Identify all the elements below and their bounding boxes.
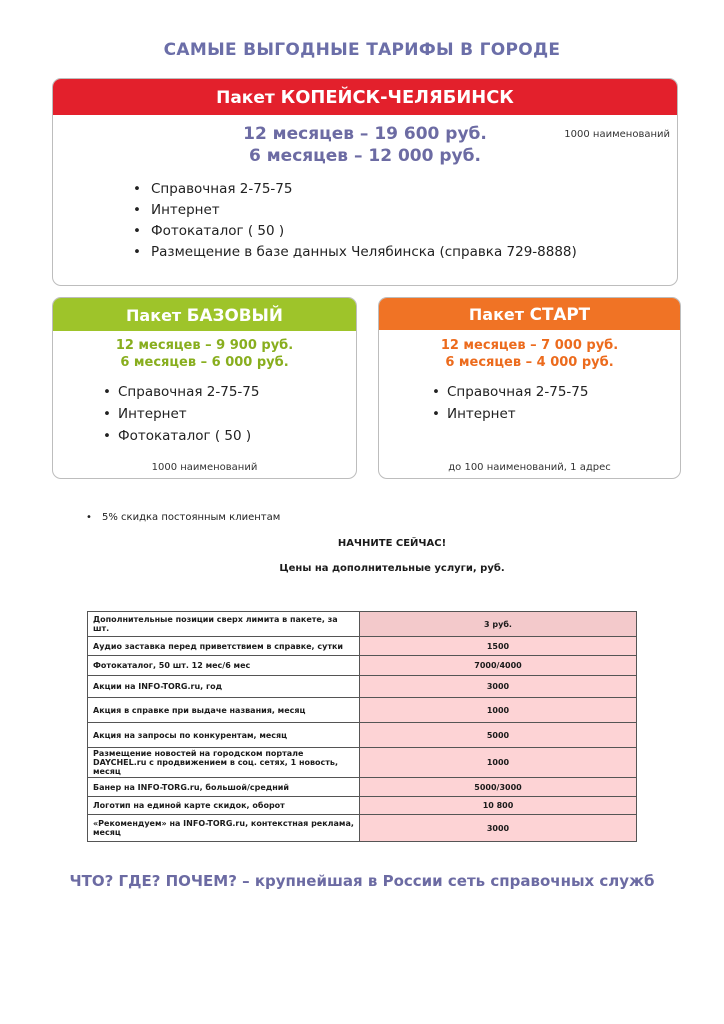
service-name: Акция в справке при выдаче названия, месяц [88, 698, 360, 723]
service-price: 1000 [360, 698, 637, 723]
table-row [88, 698, 637, 723]
feature-item: • Справочная 2-75-75 [103, 381, 260, 403]
package-name: БАЗОВЫЙ [186, 305, 283, 325]
services-price-table [87, 611, 637, 842]
service-name: Акции на INFO-TORG.ru, год [88, 676, 360, 698]
feature-item: • Фотокаталог ( 50 ) [133, 221, 577, 242]
feature-item: • Справочная 2-75-75 [133, 179, 577, 200]
footer-slogan: ЧТО? ГДЕ? ПОЧЕМ? – крупнейшая в России сеть справочных служб [69, 872, 655, 890]
package-label-prefix: Пакет [216, 88, 281, 108]
package-name: СТАРТ [529, 304, 591, 324]
table-row [88, 612, 637, 637]
package-header [53, 298, 356, 331]
package-limit: 1000 наименований [564, 129, 670, 140]
feature-item: • Фотокаталог ( 50 ) [103, 425, 260, 447]
package-prices [379, 337, 680, 371]
package-header [53, 79, 677, 115]
table-row [88, 778, 637, 797]
service-name: Банер на INFO-TORG.ru, большой/средний [88, 778, 360, 797]
bullet-icon: • [86, 512, 92, 523]
feature-item: • Интернет [103, 403, 260, 425]
feature-item: • Справочная 2-75-75 [432, 381, 589, 403]
table-row [88, 676, 637, 698]
page-title: САМЫЕ ВЫГОДНЫЕ ТАРИФЫ В ГОРОДЕ [163, 40, 561, 60]
service-price: 5000 [360, 723, 637, 748]
service-price: 10 800 [360, 797, 637, 815]
service-price: 3000 [360, 676, 637, 698]
services-title: Цены на дополнительные услуги, руб. [279, 563, 505, 574]
discount-note [88, 512, 280, 523]
package-card-kopeysk-chelyabinsk [52, 78, 678, 286]
feature-list [133, 179, 577, 263]
discount-text: 5% скидка постоянным клиентам [102, 512, 281, 523]
service-price: 1000 [360, 748, 637, 778]
feature-list [432, 381, 589, 425]
service-name: Размещение новостей на городском портале DAYCHEL.ru с продвижением в соц. сетях, 1 новость, месяц [88, 748, 360, 778]
table-row [88, 656, 637, 676]
table-row [88, 748, 637, 778]
feature-item: • Размещение в базе данных Челябинска (справка 729-8888) [133, 242, 577, 263]
price-6-months: 6 месяцев – 6 000 руб. [120, 355, 289, 370]
package-limit: до 100 наименований, 1 адрес [448, 462, 611, 473]
service-price: 1500 [360, 637, 637, 656]
feature-list [103, 381, 260, 447]
package-name: КОПЕЙСК-ЧЕЛЯБИНСК [280, 87, 514, 108]
price-12-months: 12 месяцев – 7 000 руб. [440, 338, 619, 353]
table-row [88, 815, 637, 842]
service-price: 5000/3000 [360, 778, 637, 797]
service-price: 7000/4000 [360, 656, 637, 676]
service-name: Акция на запросы по конкурентам, месяц [88, 723, 360, 748]
table-row [88, 637, 637, 656]
feature-item: • Интернет [133, 200, 577, 221]
table-row [88, 723, 637, 748]
table-row [88, 797, 637, 815]
price-12-months: 12 месяцев – 19 600 руб. [243, 124, 487, 144]
package-prices [53, 337, 356, 371]
service-price: 3000 [360, 815, 637, 842]
price-12-months: 12 месяцев – 9 900 руб. [115, 338, 294, 353]
package-card-start [378, 297, 681, 479]
service-price: 3 руб. [360, 612, 637, 637]
package-label-prefix: Пакет [468, 305, 530, 324]
price-6-months: 6 месяцев – 12 000 руб. [249, 146, 481, 166]
package-card-basic [52, 297, 357, 479]
service-name: «Рекомендуем» на INFO-TORG.ru, контекстная реклама, месяц [88, 815, 360, 842]
service-name: Фотокаталог, 50 шт. 12 мес/6 мес [88, 656, 360, 676]
feature-item: • Интернет [432, 403, 589, 425]
service-name: Логотип на единой карте скидок, оборот [88, 797, 360, 815]
package-label-prefix: Пакет [126, 306, 187, 325]
service-name: Аудио заставка перед приветствием в справке, сутки [88, 637, 360, 656]
service-name: Дополнительные позиции сверх лимита в пакете, за шт. [88, 612, 360, 637]
call-to-action: НАЧНИТЕ СЕЙЧАС! [337, 538, 447, 549]
package-header [379, 298, 680, 330]
package-limit: 1000 наименований [151, 462, 258, 473]
price-6-months: 6 месяцев – 4 000 руб. [445, 355, 614, 370]
